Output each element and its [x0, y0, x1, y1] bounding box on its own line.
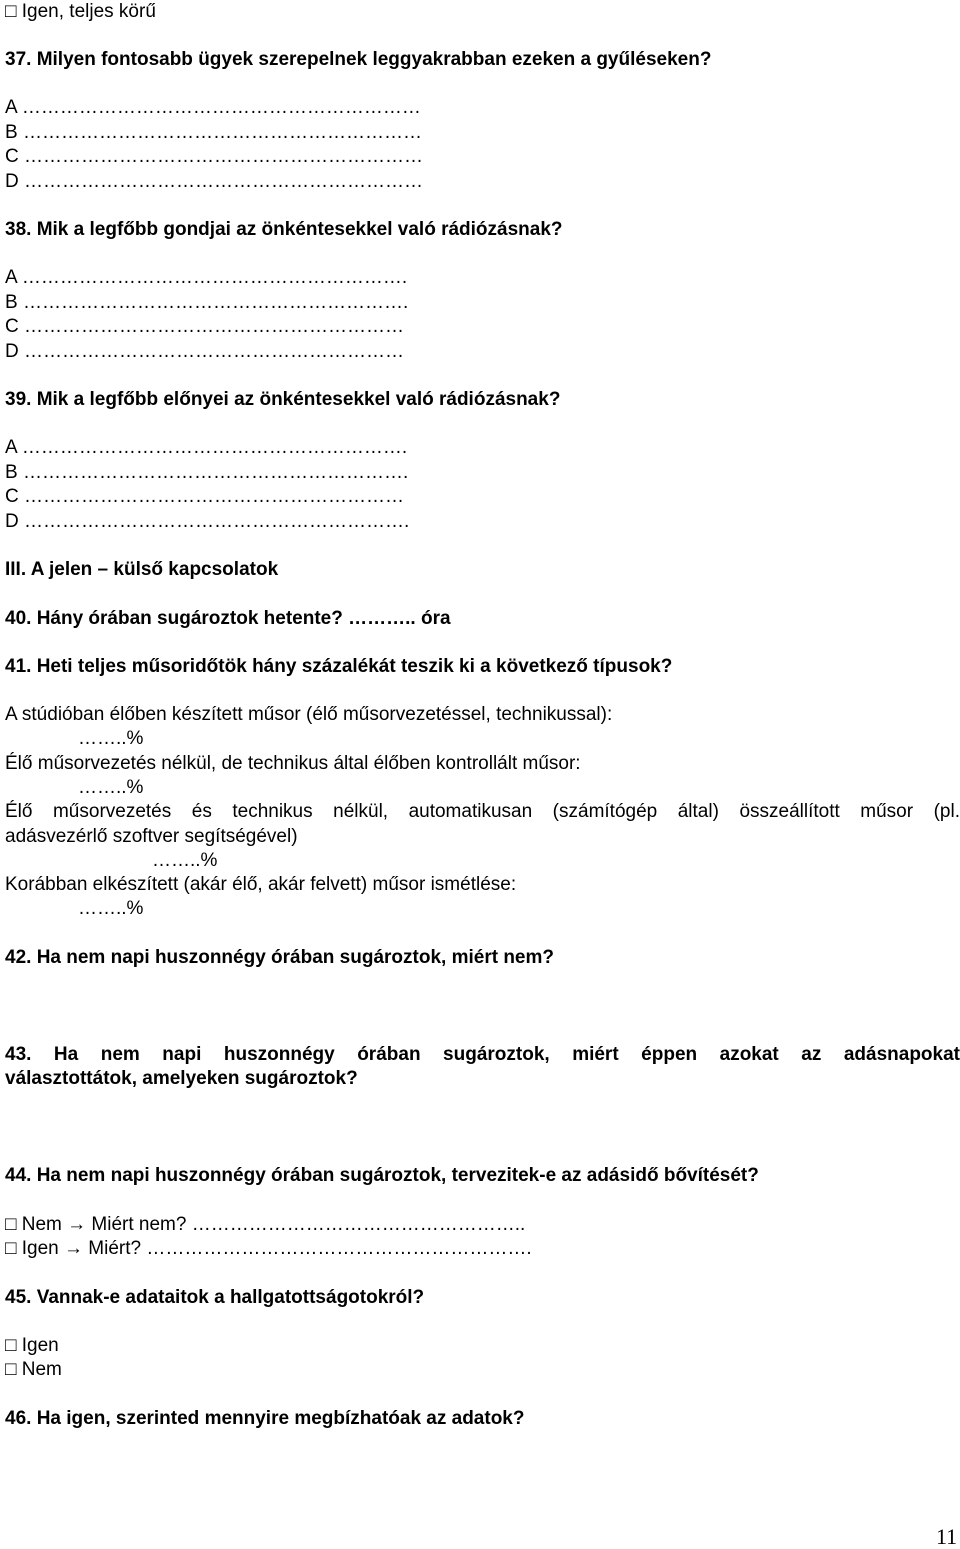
percent-blank: ……..% — [78, 898, 144, 919]
question-39: 39. Mik a legfőbb előnyei az önkéntesekkel való rádiózásnak? — [5, 389, 561, 410]
question-45: 45. Vannak-e adataitok a hallgatottságotokról? — [5, 1287, 425, 1308]
answer-line-d: D …………………………………………………… — [5, 341, 404, 362]
question-46: 46. Ha igen, szerinted mennyire megbízhatóak az adatok? — [5, 1408, 525, 1429]
page-number: 11 — [936, 1524, 958, 1549]
answer-line-b: B ……………………………………………………. — [5, 462, 409, 483]
option-nem: □ Nem — [5, 1359, 62, 1380]
question-40: 40. Hány órában sugároztok hetente? ……….. óra — [5, 608, 451, 629]
answer-line-d: D ……………………………………………………. — [5, 511, 410, 532]
question-38: 38. Mik a legfőbb gondjai az önkéntesekkel való rádiózásnak? — [5, 219, 563, 240]
type-automatic: Élő műsorvezetés és technikus nélkül, automatikusan (számítógép által) összeállított műsor (pl. — [5, 801, 960, 822]
percent-blank: ……..% — [152, 850, 218, 871]
type-automatic-cont: adásvezérlő szoftver segítségével) — [5, 826, 298, 847]
type-technician-controlled: Élő műsorvezetés nélkül, de technikus által élőben kontrollált műsor: — [5, 753, 581, 774]
option-nem-miert-nem: □ Nem → Miért nem? …………………………………………….. — [5, 1214, 526, 1235]
answer-line-a: A ……………………………………………………. — [5, 267, 408, 288]
answer-line-a: A ……………………………………………………… — [5, 97, 421, 118]
option-igen-teljes-koru: □ Igen, teljes körű — [5, 1, 156, 22]
answer-line-b: B ……………………………………………………… — [5, 122, 422, 143]
question-37: 37. Milyen fontosabb ügyek szerepelnek leggyakrabban ezeken a gyűléseken? — [5, 49, 712, 70]
question-41: 41. Heti teljes műsoridőtök hány százalékát teszik ki a következő típusok? — [5, 656, 673, 677]
answer-line-c: C ……………………………………………………… — [5, 146, 423, 167]
type-repeat: Korábban elkészített (akár élő, akár felvett) műsor ismétlése: — [5, 874, 517, 895]
answer-line-b: B ……………………………………………………. — [5, 292, 409, 313]
question-44: 44. Ha nem napi huszonnégy órában sugároztok, tervezitek-e az adásidő bővítését? — [5, 1165, 759, 1186]
percent-blank: ……..% — [78, 728, 144, 749]
answer-line-d: D ……………………………………………………… — [5, 171, 423, 192]
question-43-cont: választottátok, amelyeken sugároztok? — [5, 1068, 358, 1089]
type-studio-live: A stúdióban élőben készített műsor (élő műsorvezetéssel, technikussal): — [5, 704, 613, 725]
answer-line-c: C …………………………………………………… — [5, 486, 404, 507]
question-42: 42. Ha nem napi huszonnégy órában sugároztok, miért nem? — [5, 947, 554, 968]
question-43: 43. Ha nem napi huszonnégy órában sugároztok, miért éppen azokat az adásnapokat — [5, 1044, 960, 1065]
percent-blank: ……..% — [78, 777, 144, 798]
answer-line-a: A ……………………………………………………. — [5, 437, 408, 458]
option-igen: □ Igen — [5, 1335, 59, 1356]
section-heading-iii: III. A jelen – külső kapcsolatok — [5, 559, 279, 580]
option-igen-miert: □ Igen → Miért? ……………………………………………………. — [5, 1238, 532, 1259]
answer-line-c: C …………………………………………………… — [5, 316, 404, 337]
